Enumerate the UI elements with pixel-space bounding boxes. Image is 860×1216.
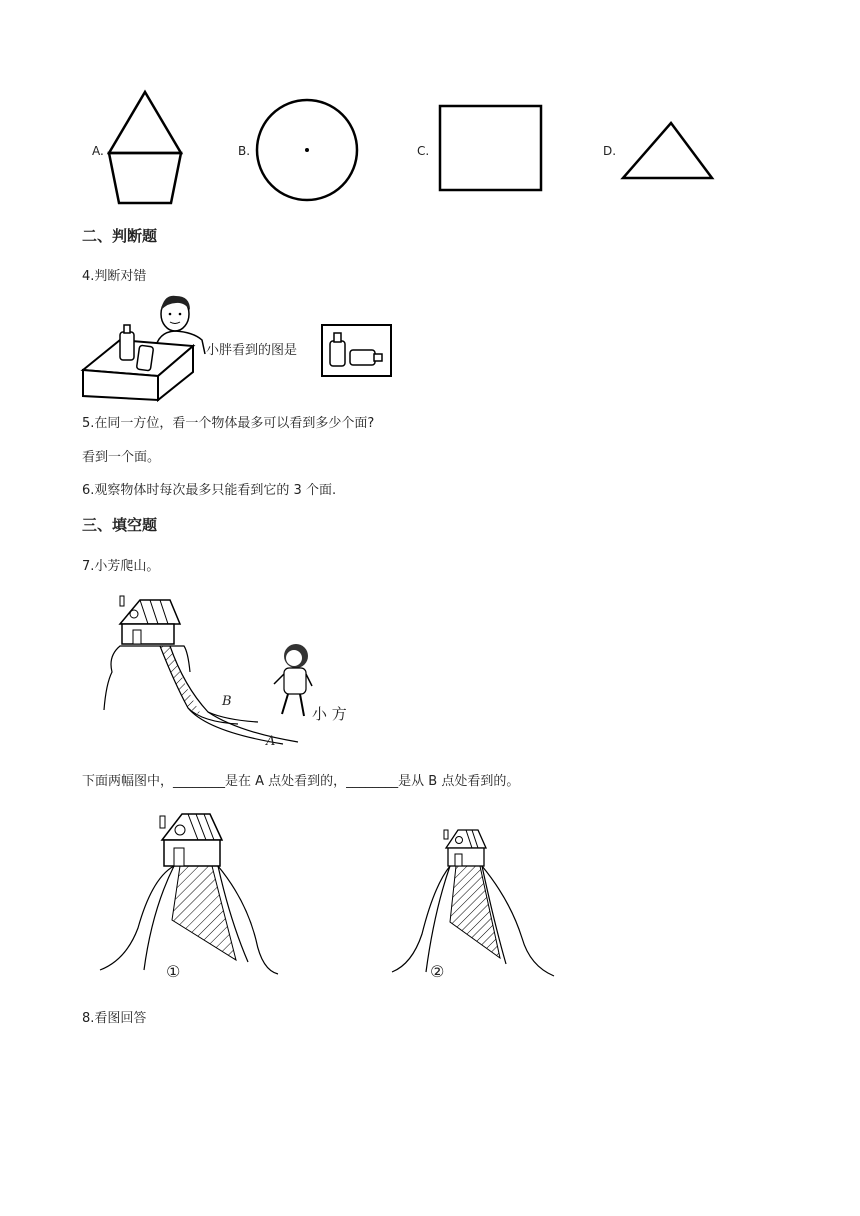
point-b-label: B	[222, 694, 232, 709]
question-6-text: 6.观察物体时每次最多只能看到它的 3 个面.	[82, 483, 337, 498]
question-5-text: 5.在同一方位，看一个物体最多可以看到多少个面?	[82, 416, 375, 431]
question-4-text: 4.判断对错	[82, 269, 147, 284]
point-a-label: A	[266, 734, 276, 749]
picture-2-label: ②	[430, 962, 445, 981]
mountain-view-picture-1	[96, 810, 286, 985]
question-5-answer: 看到一个面。	[82, 450, 161, 465]
option-d-label: D.	[603, 144, 617, 158]
option-c-label: C.	[417, 144, 430, 158]
mountain-path-illustration	[98, 592, 368, 754]
question-8-text: 8.看图回答	[82, 1011, 147, 1026]
rectangle-shape-icon	[438, 105, 544, 193]
boy-looking-at-bottles-illustration	[80, 292, 210, 404]
question-7-fill-text: 下面两幅图中，________是在 A 点处看到的，________是从 B 点处看到的。	[82, 774, 520, 789]
mountain-view-picture-2	[388, 826, 560, 986]
girl-name-label: 小 方	[312, 705, 347, 723]
option-a-label: A.	[92, 144, 104, 158]
pentagon-house-shape-icon	[105, 90, 185, 205]
option-b-label: B.	[238, 144, 251, 158]
section-heading-judgement: 二、判断题	[82, 227, 158, 245]
circle-shape-icon	[254, 98, 360, 204]
section-heading-fill-in: 三、填空题	[82, 516, 158, 534]
triangle-shape-icon	[620, 120, 715, 182]
question-7-text: 7.小芳爬山。	[82, 559, 160, 574]
bottles-view-picture	[321, 324, 393, 378]
question-4-caption: 小胖看到的图是	[206, 343, 298, 358]
picture-1-label: ①	[166, 962, 181, 981]
